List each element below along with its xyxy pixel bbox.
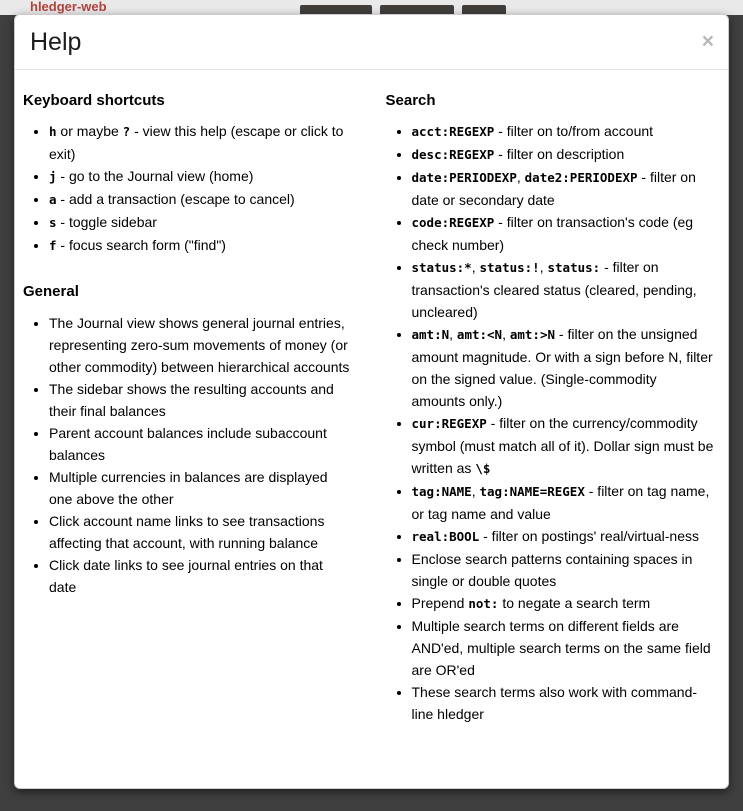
code-term: status:! (479, 260, 540, 276)
help-left-column (23, 79, 372, 609)
modal-title: Help (30, 28, 82, 56)
code-term: tag:NAME=REGEX (479, 484, 585, 500)
help-item: • Click account name links to see transactions affecting that account, with running balance (49, 510, 352, 554)
section-heading: General (23, 283, 79, 301)
help-item: • These search terms also work with command-line hledger (412, 681, 715, 725)
code-term: status: (547, 260, 601, 276)
help-item: • code:REGEXP - filter on transaction's code (eg check number) (412, 211, 715, 256)
help-item: • Multiple currencies in balances are displayed one above the other (49, 466, 352, 510)
help-item: • status:*, status:!, status: - filter on transaction's cleared status (cleared, pending, uncleared) (412, 256, 715, 323)
help-item: • date:PERIODEXP, date2:PERIODEXP - filter on date or secondary date (412, 166, 715, 211)
help-item: • h or maybe ? - view this help (escape or click to exit) (49, 120, 352, 165)
help-item: • cur:REGEXP - filter on the currency/commodity symbol (must match all of it). Dollar sign must be written as \$ (412, 412, 715, 480)
help-item: • tag:NAME, tag:NAME=REGEX - filter on tag name, or tag name and value (412, 480, 715, 525)
code-term: tag:NAME (411, 484, 472, 500)
help-item: • Parent account balances include subaccount balances (49, 422, 352, 466)
code-term: cur:REGEXP (411, 416, 487, 432)
help-item: • acct:REGEXP - filter on to/from account (412, 120, 715, 143)
code-term: s (49, 215, 57, 231)
code-term: j (49, 169, 57, 185)
code-term: amt:>N (509, 327, 556, 343)
help-right-column (372, 79, 721, 736)
help-list (23, 120, 352, 257)
code-term: date2:PERIODEXP (524, 170, 638, 186)
code-term: code:REGEXP (411, 215, 495, 231)
help-item: • real:BOOL - filter on postings' real/virtual-ness (412, 525, 715, 548)
help-list (23, 312, 352, 598)
help-list (386, 120, 715, 725)
help-item: • The sidebar shows the resulting accounts and their final balances (49, 378, 352, 422)
code-term: real:BOOL (411, 529, 480, 545)
help-item: • Enclose search patterns containing spaces in single or double quotes (412, 548, 715, 592)
help-item: • desc:REGEXP - filter on description (412, 143, 715, 166)
code-term: a (49, 192, 57, 208)
code-term: not: (468, 596, 499, 612)
help-modal (14, 14, 729, 789)
code-term: desc:REGEXP (411, 147, 495, 163)
code-term: acct:REGEXP (411, 124, 495, 140)
code-term: status:* (411, 260, 472, 276)
help-item: • Click date links to see journal entries on that date (49, 554, 352, 598)
help-item: • Prepend not: to negate a search term (412, 592, 715, 615)
section-heading: Search (385, 91, 436, 109)
close-button[interactable]: × (701, 30, 714, 53)
code-term: date:PERIODEXP (411, 170, 517, 186)
code-term: \$ (475, 461, 491, 477)
modal-body (15, 70, 728, 754)
modal-header (15, 15, 728, 70)
code-term: amt:N (411, 327, 450, 343)
help-item: • a - add a transaction (escape to cancel) (49, 188, 352, 211)
brand-link: hledger-web (30, 0, 107, 14)
help-item: • s - toggle sidebar (49, 211, 352, 234)
code-term: ? (122, 124, 131, 140)
help-item: • Multiple search terms on different fields are AND'ed, multiple search terms on the same field are OR'ed (412, 615, 715, 681)
help-item: • The Journal view shows general journal entries, representing zero-sum movements of money (or other commodity) between hierarchical accounts (49, 312, 352, 378)
help-item: • f - focus search form ("find") (49, 234, 352, 257)
code-term: amt:<N (456, 327, 503, 343)
help-item: • j - go to the Journal view (home) (49, 165, 352, 188)
code-term: h (49, 124, 57, 140)
section-heading: Keyboard shortcuts (23, 91, 165, 109)
code-term: f (49, 238, 57, 254)
help-item: • amt:N, amt:<N, amt:>N - filter on the unsigned amount magnitude. Or with a sign before N, filter on the signed value. (Single-commodity amounts only.) (412, 323, 715, 412)
